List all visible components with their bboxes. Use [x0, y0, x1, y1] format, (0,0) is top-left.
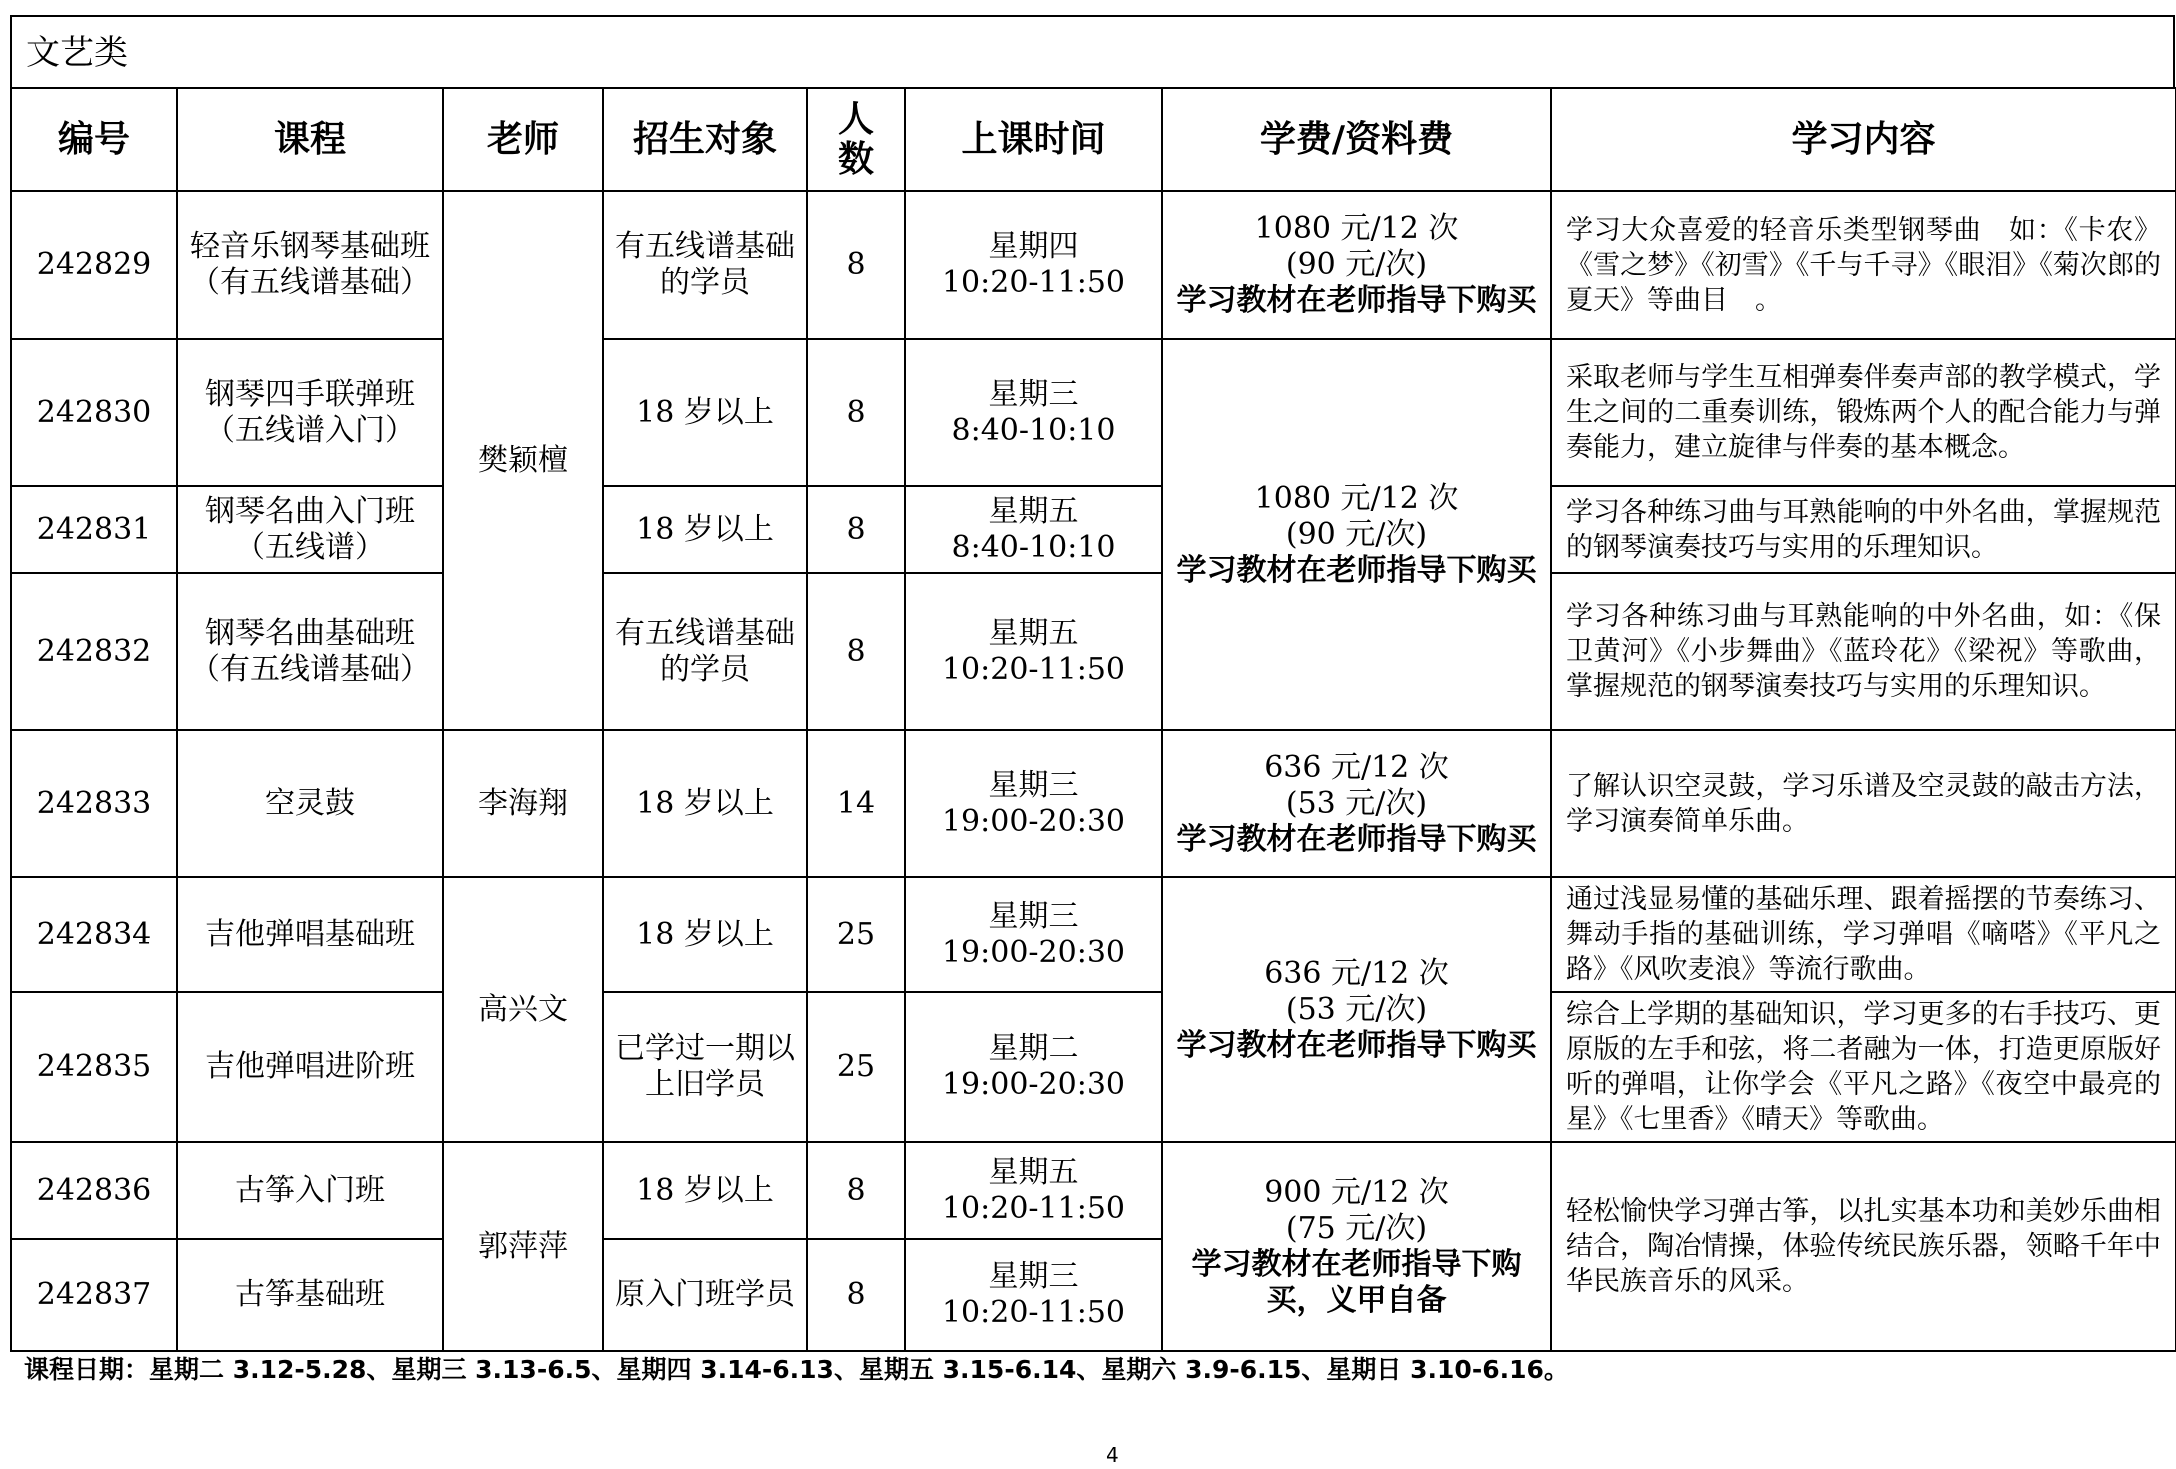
fee-note: 学习教材在老师指导下购买: [1176, 821, 1537, 857]
table-row: [11, 1142, 2176, 1239]
header-teacher: 老师: [443, 88, 603, 191]
fee-price: 636 元/12 次: [1264, 955, 1449, 991]
class-hours: 8:40-10:10: [951, 529, 1116, 565]
table-row: [11, 486, 2176, 573]
fee-cell: [1162, 877, 1551, 1142]
course-name: 轻音乐钢琴基础班（有五线谱基础）: [177, 191, 443, 339]
course-id: 242834: [11, 877, 177, 992]
header-row: [11, 88, 2176, 191]
fee-note: 学习教材在老师指导下购买: [1176, 283, 1537, 318]
course-id: 242830: [11, 339, 177, 486]
class-day: 星期三: [988, 898, 1079, 934]
count-cell: 8: [807, 191, 905, 339]
class-day: 星期五: [988, 615, 1079, 651]
time-cell: [905, 877, 1162, 992]
header-course: 课程: [177, 88, 443, 191]
fee-per-session: (75 元/次): [1285, 1210, 1428, 1246]
class-day: 星期三: [988, 767, 1079, 803]
course-name: 古筝基础班: [177, 1239, 443, 1351]
course-name: 钢琴名曲入门班（五线谱）: [177, 486, 443, 573]
fee-note: 学习教材在老师指导下购买: [1176, 1027, 1537, 1063]
target-cell: 原入门班学员: [603, 1239, 807, 1351]
fee-price: 636 元/12 次: [1264, 749, 1449, 785]
course-name: 吉他弹唱基础班: [177, 877, 443, 992]
count-cell: 8: [807, 339, 905, 486]
teacher-cell: 郭萍萍: [443, 1142, 603, 1351]
fee-note: 学习教材在老师指导下购买: [1176, 552, 1537, 588]
time-cell: [905, 486, 1162, 573]
section-title: 文艺类: [10, 15, 2175, 87]
time-cell: [905, 730, 1162, 877]
time-cell: [905, 191, 1162, 339]
class-day: 星期四: [988, 229, 1079, 264]
target-cell: 18 岁以上: [603, 1142, 807, 1239]
table-row: [11, 877, 2176, 992]
course-id: 242833: [11, 730, 177, 877]
fee-per-session: (53 元/次): [1285, 785, 1428, 821]
count-cell: 14: [807, 730, 905, 877]
count-cell: 25: [807, 992, 905, 1142]
page-number: 4: [1106, 1443, 1119, 1467]
fee-price: 1080 元/12 次: [1254, 211, 1459, 246]
class-hours: 10:20-11:50: [941, 1190, 1126, 1226]
fee-cell: [1162, 339, 1551, 730]
class-hours: 10:20-11:50: [941, 1295, 1126, 1330]
count-cell: 25: [807, 877, 905, 992]
course-id: 242829: [11, 191, 177, 339]
course-id: 242837: [11, 1239, 177, 1351]
table-row: [11, 191, 2176, 339]
course-id: 242836: [11, 1142, 177, 1239]
target-cell: 有五线谱基础的学员: [603, 191, 807, 339]
content-cell: 综合上学期的基础知识，学习更多的右手技巧、更原版的左手和弦，将二者融为一体，打造更原版好听的弹唱，让你学会《平凡之路》《夜空中最亮的星》《七里香》《晴天》等歌曲。: [1551, 992, 2176, 1142]
class-hours: 19:00-20:30: [941, 1067, 1126, 1102]
time-cell: [905, 339, 1162, 486]
table-row: [11, 730, 2176, 877]
content-cell: 轻松愉快学习弹古筝，以扎实基本功和美妙乐曲相结合，陶冶情操，体验传统民族乐器，领略千年中华民族音乐的风采。: [1551, 1142, 2176, 1351]
content-cell: 采取老师与学生互相弹奏伴奏声部的教学模式，学生之间的二重奏训练，锻炼两个人的配合能力与弹奏能力，建立旋律与伴奏的基本概念。: [1551, 339, 2176, 486]
count-cell: 8: [807, 486, 905, 573]
class-hours: 19:00-20:30: [941, 803, 1126, 839]
class-hours: 8:40-10:10: [951, 412, 1116, 448]
table-row: [11, 339, 2176, 486]
fee-cell: [1162, 191, 1551, 339]
time-cell: [905, 573, 1162, 730]
header-count-line2: 数: [837, 138, 874, 180]
course-id: 242835: [11, 992, 177, 1142]
count-cell: 8: [807, 1142, 905, 1239]
table-row: [11, 992, 2176, 1142]
fee-price: 1080 元/12 次: [1254, 480, 1459, 516]
course-date-note: 课程日期：星期二 3.12-5.28、星期三 3.13-6.5、星期四 3.14-6.13、星期五 3.15-6.14、星期六 3.9-6.15、星期日 3.10-6.16。: [24, 1355, 1569, 1384]
header-time: 上课时间: [905, 88, 1162, 191]
content-cell: 学习各种练习曲与耳熟能响的中外名曲，如：《保卫黄河》《小步舞曲》《蓝玲花》《梁祝》等歌曲，掌握规范的钢琴演奏技巧与实用的乐理知识。: [1551, 573, 2176, 730]
fee-per-session: (90 元/次): [1285, 247, 1428, 282]
fee-cell: [1162, 730, 1551, 877]
content-cell: 通过浅显易懂的基础乐理、跟着摇摆的节奏练习、舞动手指的基础训练，学习弹唱《嘀嗒》《平凡之路》《风吹麦浪》等流行歌曲。: [1551, 877, 2176, 992]
time-cell: [905, 992, 1162, 1142]
fee-note: 学习教材在老师指导下购买，义甲自备: [1191, 1246, 1522, 1318]
header-count-line1: 人: [837, 98, 874, 140]
target-cell: 18 岁以上: [603, 730, 807, 877]
fee-per-session: (90 元/次): [1285, 516, 1428, 552]
class-hours: 19:00-20:30: [941, 934, 1126, 970]
target-cell: 18 岁以上: [603, 486, 807, 573]
course-name: 古筝入门班: [177, 1142, 443, 1239]
course-name: 钢琴名曲基础班（有五线谱基础）: [177, 573, 443, 730]
content-cell: 学习大众喜爱的轻音乐类型钢琴曲 如：《卡农》《雪之梦》《初雪》《千与千寻》《眼泪》《菊次郎的夏天》等曲目 。: [1551, 191, 2176, 339]
class-day: 星期二: [988, 1031, 1079, 1066]
target-cell: 18 岁以上: [603, 877, 807, 992]
fee-price: 900 元/12 次: [1264, 1174, 1449, 1210]
class-day: 星期五: [988, 493, 1079, 529]
count-cell: 8: [807, 1239, 905, 1351]
count-cell: 8: [807, 573, 905, 730]
header-target: 招生对象: [603, 88, 807, 191]
target-cell: 有五线谱基础的学员: [603, 573, 807, 730]
header-fee: 学费/资料费: [1162, 88, 1551, 191]
header-id: 编号: [11, 88, 177, 191]
course-table: [10, 87, 2176, 1352]
class-day: 星期三: [988, 1259, 1079, 1294]
header-count: [807, 88, 905, 191]
target-cell: 18 岁以上: [603, 339, 807, 486]
course-name: 空灵鼓: [177, 730, 443, 877]
table-row: [11, 573, 2176, 730]
course-id: 242831: [11, 486, 177, 573]
time-cell: [905, 1142, 1162, 1239]
time-cell: [905, 1239, 1162, 1351]
header-content: 学习内容: [1551, 88, 2176, 191]
fee-per-session: (53 元/次): [1285, 991, 1428, 1027]
class-hours: 10:20-11:50: [941, 651, 1126, 687]
teacher-cell: 李海翔: [443, 730, 603, 877]
teacher-cell: 樊颖檀: [443, 191, 603, 730]
class-day: 星期五: [988, 1154, 1079, 1190]
course-name: 吉他弹唱进阶班: [177, 992, 443, 1142]
course-sheet: [10, 15, 2175, 1352]
content-cell: 了解认识空灵鼓，学习乐谱及空灵鼓的敲击方法，学习演奏简单乐曲。: [1551, 730, 2176, 877]
class-hours: 10:20-11:50: [941, 265, 1126, 300]
fee-cell: [1162, 1142, 1551, 1351]
teacher-cell: 高兴文: [443, 877, 603, 1142]
course-id: 242832: [11, 573, 177, 730]
course-name: 钢琴四手联弹班（五线谱入门）: [177, 339, 443, 486]
content-cell: 学习各种练习曲与耳熟能响的中外名曲，掌握规范的钢琴演奏技巧与实用的乐理知识。: [1551, 486, 2176, 573]
class-day: 星期三: [988, 376, 1079, 412]
target-cell: 已学过一期以上旧学员: [603, 992, 807, 1142]
